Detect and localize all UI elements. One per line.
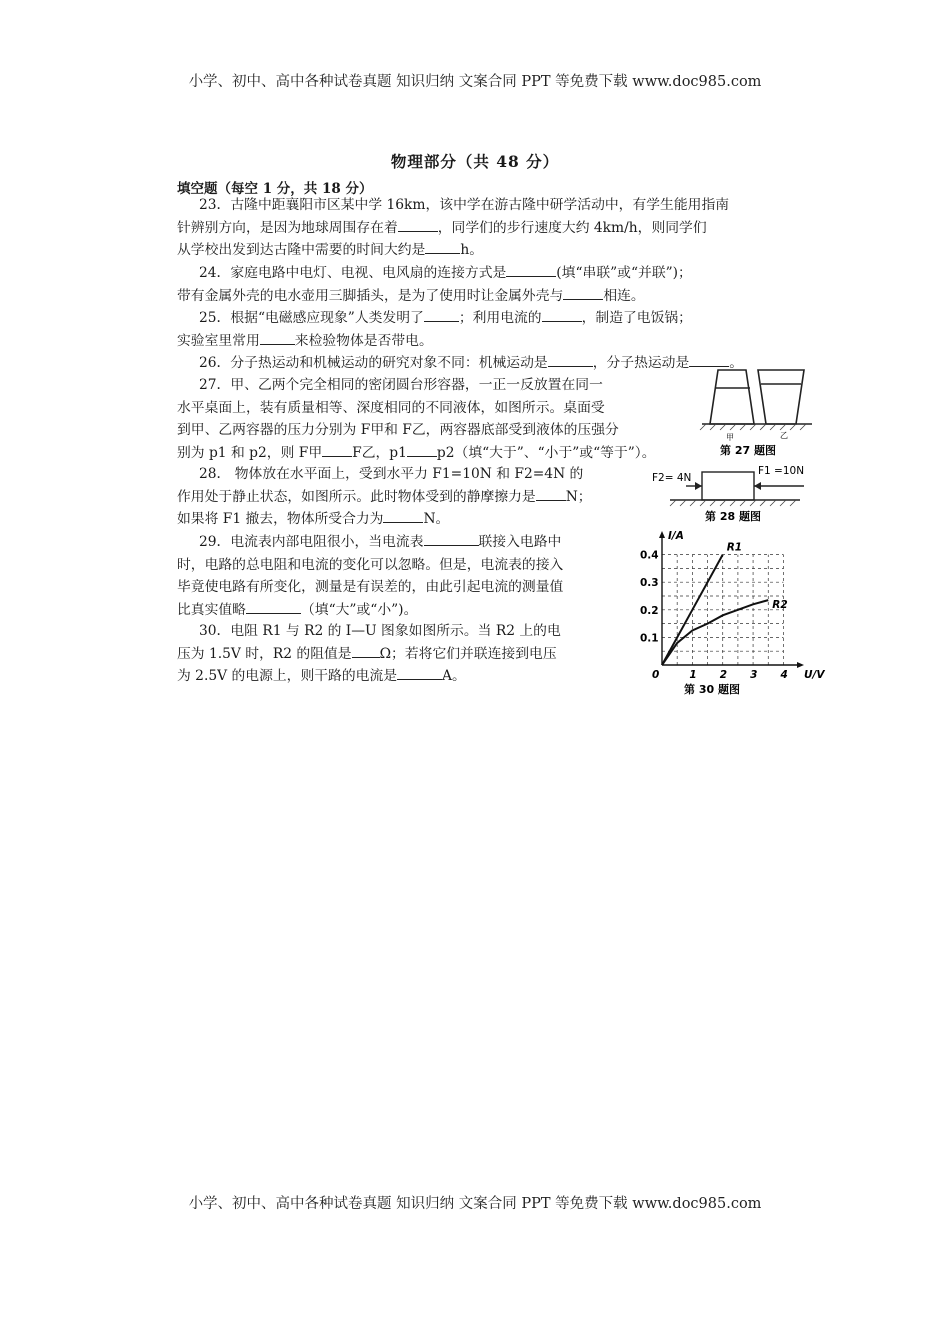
question-24-line-2: 带有金属外壳的电水壶用三脚插头，是为了使用时让金属外壳与 相连。 <box>177 285 827 308</box>
y-tick-label: 0.3 <box>640 577 659 590</box>
x-tick-label: 4 <box>780 669 788 681</box>
answer-blank[interactable] <box>407 442 437 457</box>
answer-blank[interactable] <box>383 508 423 523</box>
question-27 <box>177 374 697 464</box>
figure-27-containers <box>700 366 820 458</box>
answer-blank[interactable] <box>536 486 566 501</box>
question-30-line-3: 为 2.5V 的电源上，则干路的电流是 A。 <box>177 665 637 688</box>
page-footer: 小学、初中、高中各种试卷真题 知识归纳 文案合同 PPT 等免费下载 www.doc985.com <box>188 1196 762 1212</box>
container-jia <box>710 370 754 424</box>
figure-28-forces <box>650 460 810 524</box>
label-yi: 乙 <box>780 431 788 440</box>
question-29-line-2: 时，电路的总电阻和电流的变化可以忽略。但是，电流表的接入 <box>177 556 564 573</box>
answer-blank[interactable] <box>246 599 301 614</box>
question-29-line-4: 比真实值略 （填“大”或“小”)。 <box>177 599 637 622</box>
question-24-line-1: 24．家庭电路中电灯、电视、电风扇的连接方式是 (填“串联”或“并联”)； <box>177 262 827 285</box>
question-29-line-3: 毕竟使电路有所变化，测量是有误差的，由此引起电流的测量值 <box>177 579 564 595</box>
question-29 <box>177 531 637 621</box>
x-axis-arrow <box>797 662 804 668</box>
force-f2-label: F2= 4N <box>652 472 692 484</box>
question-23 <box>177 194 827 262</box>
answer-blank[interactable] <box>424 531 479 546</box>
answer-blank[interactable] <box>548 352 593 367</box>
force-f1-label: F1 =10N <box>758 465 805 477</box>
block <box>702 472 754 500</box>
answer-blank[interactable] <box>352 643 380 658</box>
answer-blank[interactable] <box>397 665 442 680</box>
question-30-line-2: 压为 1.5V 时，R2 的阻值是 Ω；若将它们并联连接到电压 <box>177 643 637 666</box>
x-tick-label: 1 <box>689 669 697 681</box>
x-tick-label: 0 <box>652 669 660 681</box>
answer-blank[interactable] <box>689 352 729 367</box>
figure-28-caption: 第 28 题图 <box>705 510 761 523</box>
series-line-r1 <box>662 555 723 665</box>
figure-30-caption: 第 30 题图 <box>684 683 740 696</box>
question-28-line-2: 作用处于静止状态，如图所示。此时物体受到的静摩擦力是 N； <box>177 486 647 509</box>
page-header: 小学、初中、高中各种试卷真题 知识归纳 文案合同 PPT 等免费下载 www.doc985.com <box>188 74 762 90</box>
y-tick-label: 0.2 <box>640 604 659 617</box>
figure-30-iu-chart <box>640 525 825 697</box>
answer-blank[interactable] <box>542 307 582 322</box>
question-27-line-2: 水平桌面上，装有质量相等、深度相同的不同液体，如图所示。桌面受 <box>177 399 605 416</box>
x-tick-label: 3 <box>750 669 758 681</box>
y-tick-label: 0.4 <box>640 549 659 562</box>
question-30 <box>177 620 637 688</box>
question-28-line-1: 28． 物体放在水平面上，受到水平力 F1=10N 和 F2=4N 的 <box>199 466 584 482</box>
section-title: 物理部分（共 48 分） <box>390 152 560 171</box>
question-28-line-3: 如果将 F1 撤去，物体所受合力为 N。 <box>177 508 647 531</box>
question-25 <box>177 307 827 352</box>
question-30-line-1: 30．电阻 R1 与 R2 的 I—U 图象如图所示。当 R2 上的电 <box>199 623 561 639</box>
answer-blank[interactable] <box>424 307 459 322</box>
question-23-line-1: 23．古隆中距襄阳市区某中学 16km，该中学在游古隆中研学活动中，有学生能用指南 <box>199 197 730 213</box>
answer-blank[interactable] <box>563 285 603 300</box>
question-type-heading: 填空题（每空 1 分，共 18 分） <box>177 181 373 197</box>
answer-blank[interactable] <box>425 239 460 254</box>
question-24 <box>177 262 827 307</box>
y-axis-label: I/A <box>668 530 684 542</box>
question-25-line-2: 实验室里常用 来检验物体是否带电。 <box>177 330 827 353</box>
question-23-line-3: 从学校出发到达古隆中需要的时间大约是 h。 <box>177 239 827 262</box>
question-28 <box>177 463 647 531</box>
question-27-line-3: 到甲、乙两容器的压力分别为 F甲和 F乙，两容器底部受到液体的压强分 <box>177 422 619 438</box>
answer-blank[interactable] <box>260 330 295 345</box>
question-27-line-1: 27．甲、乙两个完全相同的密闭圆台形容器，一正一反放置在同一 <box>199 377 603 393</box>
question-29-line-1: 29．电流表内部电阻很小，当电流表 联接入电路中 <box>177 531 637 554</box>
answer-blank[interactable] <box>506 262 556 277</box>
question-23-line-2: 针辨别方向，是因为地球周围存在着 ，同学们的步行速度大约 4km/h，则同学们 <box>177 217 827 240</box>
y-tick-label: 0.1 <box>640 632 659 645</box>
series-label-r2: R2 <box>772 599 788 612</box>
answer-blank[interactable] <box>398 217 438 232</box>
question-25-line-1: 25．根据“电磁感应现象”人类发明了 ；利用电流的 ，制造了电饭锅； <box>177 307 827 330</box>
question-26-line-1: 26．分子热运动和机械运动的研究对象不同：机械运动是 ，分子热运动是 。 <box>177 352 837 375</box>
answer-blank[interactable] <box>322 442 352 457</box>
x-tick-label: 2 <box>719 669 728 681</box>
y-axis-arrow <box>659 531 665 538</box>
series-label-r1: R1 <box>726 541 743 554</box>
container-yi <box>758 370 804 424</box>
question-27-line-4: 别为 p1 和 p2，则 F甲 F乙，p1 p2（填“大于”、“小于”或“等于”）。 <box>177 442 697 465</box>
label-jia: 甲 <box>726 433 734 442</box>
figure-27-caption: 第 27 题图 <box>720 444 776 457</box>
x-axis-label: U/V <box>804 669 825 681</box>
